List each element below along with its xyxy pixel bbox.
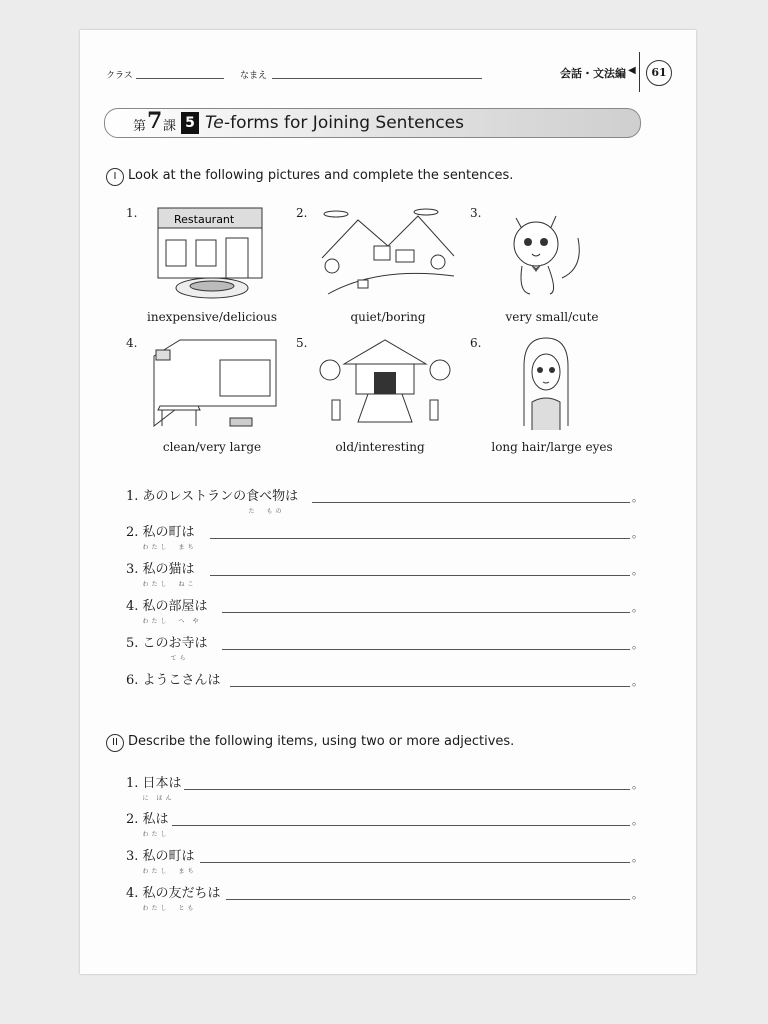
ruby-text: わたし まち xyxy=(142,868,197,875)
picture-number: 1. xyxy=(126,206,138,220)
sentence-text: 私の友だちは xyxy=(142,886,221,901)
period: 。 xyxy=(632,601,643,614)
section-title-italic: Te xyxy=(205,113,224,133)
period: 。 xyxy=(632,888,643,901)
picture-caption: old/interesting xyxy=(335,440,425,454)
part1-marker: I xyxy=(106,168,124,186)
picture-number: 3. xyxy=(470,206,482,220)
ruby-text: た もの xyxy=(248,508,285,515)
picture-caption: very small/cute xyxy=(505,310,599,324)
page-number: 61 xyxy=(646,60,672,86)
part1-sentence-3: 3. 私の猫は わたし ねこ xyxy=(126,562,197,588)
ruby-text: に ほん xyxy=(142,795,175,802)
ruby-text: わたし xyxy=(142,831,170,838)
part1-sentence-1: 1. あのレストランの食べ物は た もの xyxy=(126,489,299,515)
section-title: -forms for Joining Sentences xyxy=(224,113,465,133)
part2-sentence-2: 2. 私は わたし xyxy=(126,812,170,838)
part1-sentence-4: 4. 私の部屋は わたし へ や xyxy=(126,599,208,625)
period: 。 xyxy=(632,564,643,577)
header-divider xyxy=(639,52,640,92)
answer-line[interactable] xyxy=(230,685,630,687)
sentence-text: あのレストランの食べ物は xyxy=(142,489,299,504)
ruby-text: てら xyxy=(170,655,189,662)
sentence-text: 日本は xyxy=(142,776,182,791)
answer-line[interactable] xyxy=(222,648,630,650)
name-field-line[interactable] xyxy=(272,78,482,79)
part2-sentence-4: 4. 私の友だちは わたし とも xyxy=(126,886,221,912)
ruby-text: わたし ねこ xyxy=(142,581,197,588)
class-label: クラス xyxy=(106,71,133,81)
temple-illustration xyxy=(318,336,452,432)
answer-line[interactable] xyxy=(222,611,630,613)
answer-line[interactable] xyxy=(172,824,630,826)
town-illustration xyxy=(318,206,458,302)
period: 。 xyxy=(632,527,643,540)
part1-sentence-2: 2. 私の町は わたし まち xyxy=(126,525,197,551)
cat-illustration xyxy=(504,208,594,302)
picture-number: 6. xyxy=(470,336,482,350)
part2-marker: II xyxy=(106,734,124,752)
part2-sentence-3: 3. 私の町は わたし まち xyxy=(126,849,197,875)
chapter-number: 7 xyxy=(147,108,163,134)
answer-line[interactable] xyxy=(210,537,630,539)
period: 。 xyxy=(632,851,643,864)
sentence-text: 私の猫は xyxy=(142,562,195,577)
room-illustration xyxy=(150,336,280,432)
chapter-title-bar xyxy=(104,108,641,138)
picture-caption: clean/very large xyxy=(162,440,262,454)
restaurant-sign: Restaurant xyxy=(174,213,235,226)
girl-illustration xyxy=(516,336,576,430)
picture-caption: long hair/large eyes xyxy=(491,440,613,454)
picture-caption: quiet/boring xyxy=(350,310,426,324)
period: 。 xyxy=(632,638,643,651)
picture-number: 5. xyxy=(296,336,308,350)
period: 。 xyxy=(632,814,643,827)
part1-instruction-row xyxy=(106,168,513,186)
answer-line[interactable] xyxy=(184,788,630,790)
chapter-dai: 第 xyxy=(133,119,147,134)
restaurant-illustration xyxy=(152,206,272,302)
book-section: 会話・文法編 xyxy=(560,67,626,80)
answer-line[interactable] xyxy=(312,501,630,503)
part2-instruction-row xyxy=(106,734,514,752)
answer-line[interactable] xyxy=(226,898,630,900)
worksheet-page xyxy=(80,30,696,974)
sentence-text: 私の町は xyxy=(142,525,195,540)
picture-caption: inexpensive/delicious xyxy=(147,310,277,324)
part2-instruction: Describe the following items, using two or more adjectives. xyxy=(128,734,515,749)
sentence-text: ようこさんは xyxy=(142,673,221,688)
sentence-text: 私は xyxy=(142,812,169,827)
period: 。 xyxy=(632,778,643,791)
sentence-text: 私の町は xyxy=(142,849,195,864)
pointer-icon: ◀ xyxy=(628,65,636,76)
ruby-text: わたし へ や xyxy=(142,618,202,625)
part1-instruction: Look at the following pictures and complete the sentences. xyxy=(128,168,514,183)
period: 。 xyxy=(632,491,643,504)
chapter-ka: 課 xyxy=(163,119,177,134)
picture-number: 4. xyxy=(126,336,138,350)
part1-sentence-5: 5. このお寺は てら xyxy=(126,636,208,662)
sentence-text: 私の部屋は xyxy=(142,599,208,614)
ruby-text: わたし まち xyxy=(142,544,197,551)
picture-number: 2. xyxy=(296,206,308,220)
name-label: なまえ xyxy=(240,71,268,81)
class-field-line[interactable] xyxy=(136,78,224,79)
part1-sentence-6: 6. ようこさんは xyxy=(126,673,221,688)
section-number-badge: 5 xyxy=(181,112,199,134)
sentence-text: このお寺は xyxy=(142,636,208,651)
ruby-text: わたし とも xyxy=(142,905,197,912)
answer-line[interactable] xyxy=(200,861,630,863)
part2-sentence-1: 1. 日本は に ほん xyxy=(126,776,182,802)
period: 。 xyxy=(632,675,643,688)
answer-line[interactable] xyxy=(210,574,630,576)
